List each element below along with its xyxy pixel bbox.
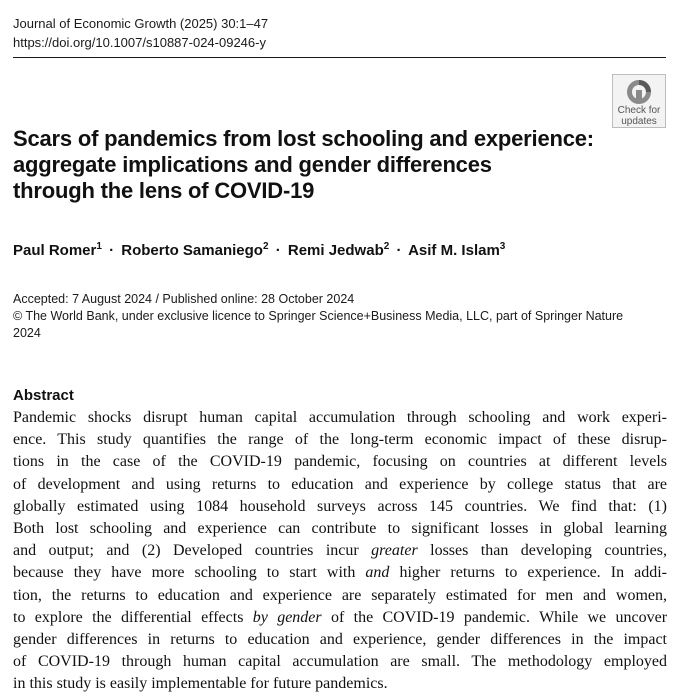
abstract-line (13, 562, 667, 584)
author-name[interactable]: Asif M. Islam (408, 242, 500, 259)
author-affiliation: 2 (262, 241, 269, 252)
publication-meta (13, 291, 673, 342)
author-affiliation: 3 (499, 241, 506, 252)
title-line-2: aggregate implications and gender differences (13, 152, 492, 177)
author-name[interactable]: Remi Jedwab (287, 242, 384, 259)
author-list (13, 241, 505, 261)
abstract-line: of development and using returns to education and experience by college status that are (13, 475, 667, 493)
journal-header (13, 14, 268, 52)
abstract-line: Both lost schooling and experience can contribute to significant losses in global learning (13, 520, 667, 538)
author-name[interactable]: Paul Romer (13, 242, 97, 259)
publication-dates: Accepted: 7 August 2024 / Published online: 28 October 2024 (13, 292, 355, 306)
author-separator: · (109, 242, 115, 259)
abstract-line: gender differences in returns to education and experience, gender differences in the impact (13, 631, 667, 649)
abstract-line: tion, the returns to education and experience are separately estimated for men and women, (13, 586, 667, 604)
abstract-text: of the COVID-19 pandemic. While we uncover (321, 608, 668, 626)
abstract-line: in this study is easily implementable for future pandemics. (13, 675, 388, 693)
abstract-line (13, 540, 667, 562)
paper-title (13, 126, 603, 204)
title-line-1: Scars of pandemics from lost schooling and experience: (13, 126, 594, 151)
abstract-text: higher returns to experience. In addi- (389, 564, 668, 582)
abstract-text: and output; and (2) Developed countries incur (13, 542, 372, 560)
author-separator: · (275, 242, 281, 259)
abstract-line (13, 607, 667, 629)
title-line-3: through the lens of COVID-19 (13, 178, 315, 203)
abstract-body (13, 407, 667, 696)
abstract-text: losses than developing countries, (417, 542, 667, 560)
abstract-emphasis: by gender (252, 608, 322, 626)
header-divider (13, 57, 666, 58)
badge-label-line1: Check for (617, 105, 661, 116)
abstract-text: to explore the differential effects (13, 608, 253, 626)
abstract-line: Pandemic shocks disrupt human capital accumulation through schooling and work experi- (13, 409, 667, 426)
abstract-line: globally estimated using 1084 household surveys across 145 countries. We find that: (1) (13, 497, 667, 515)
check-for-updates-icon (625, 78, 653, 106)
license-line-2: 2024 (13, 326, 41, 340)
abstract-line: ence. This study quantifies the range of the long-term economic impact of these disrup- (13, 431, 667, 449)
abstract-line: of COVID-19 through human capital accumulation are small. The methodology employed (13, 653, 667, 671)
abstract-line: tions in the case of the COVID-19 pandemic, focusing on countries at different levels (13, 453, 667, 471)
abstract-emphasis: and (365, 564, 390, 582)
badge-label-line2: updates (621, 116, 657, 127)
check-for-updates-badge[interactable] (612, 74, 666, 128)
abstract-text: because they have more schooling to start with (13, 564, 366, 582)
abstract-emphasis: greater (371, 542, 418, 560)
author-affiliation: 1 (96, 241, 102, 252)
doi-link[interactable]: https://doi.org/10.1007/s10887-024-09246-y (13, 35, 266, 50)
author-name[interactable]: Roberto Samaniego (121, 242, 263, 259)
journal-citation: Journal of Economic Growth (2025) 30:1–47 (13, 16, 269, 31)
author-separator: · (396, 242, 402, 259)
license-line-1: © The World Bank, under exclusive licence to Springer Science+Business Media, LLC, part of Springer Nature (13, 309, 624, 323)
abstract-heading: Abstract (13, 387, 74, 404)
author-affiliation: 2 (383, 241, 390, 252)
